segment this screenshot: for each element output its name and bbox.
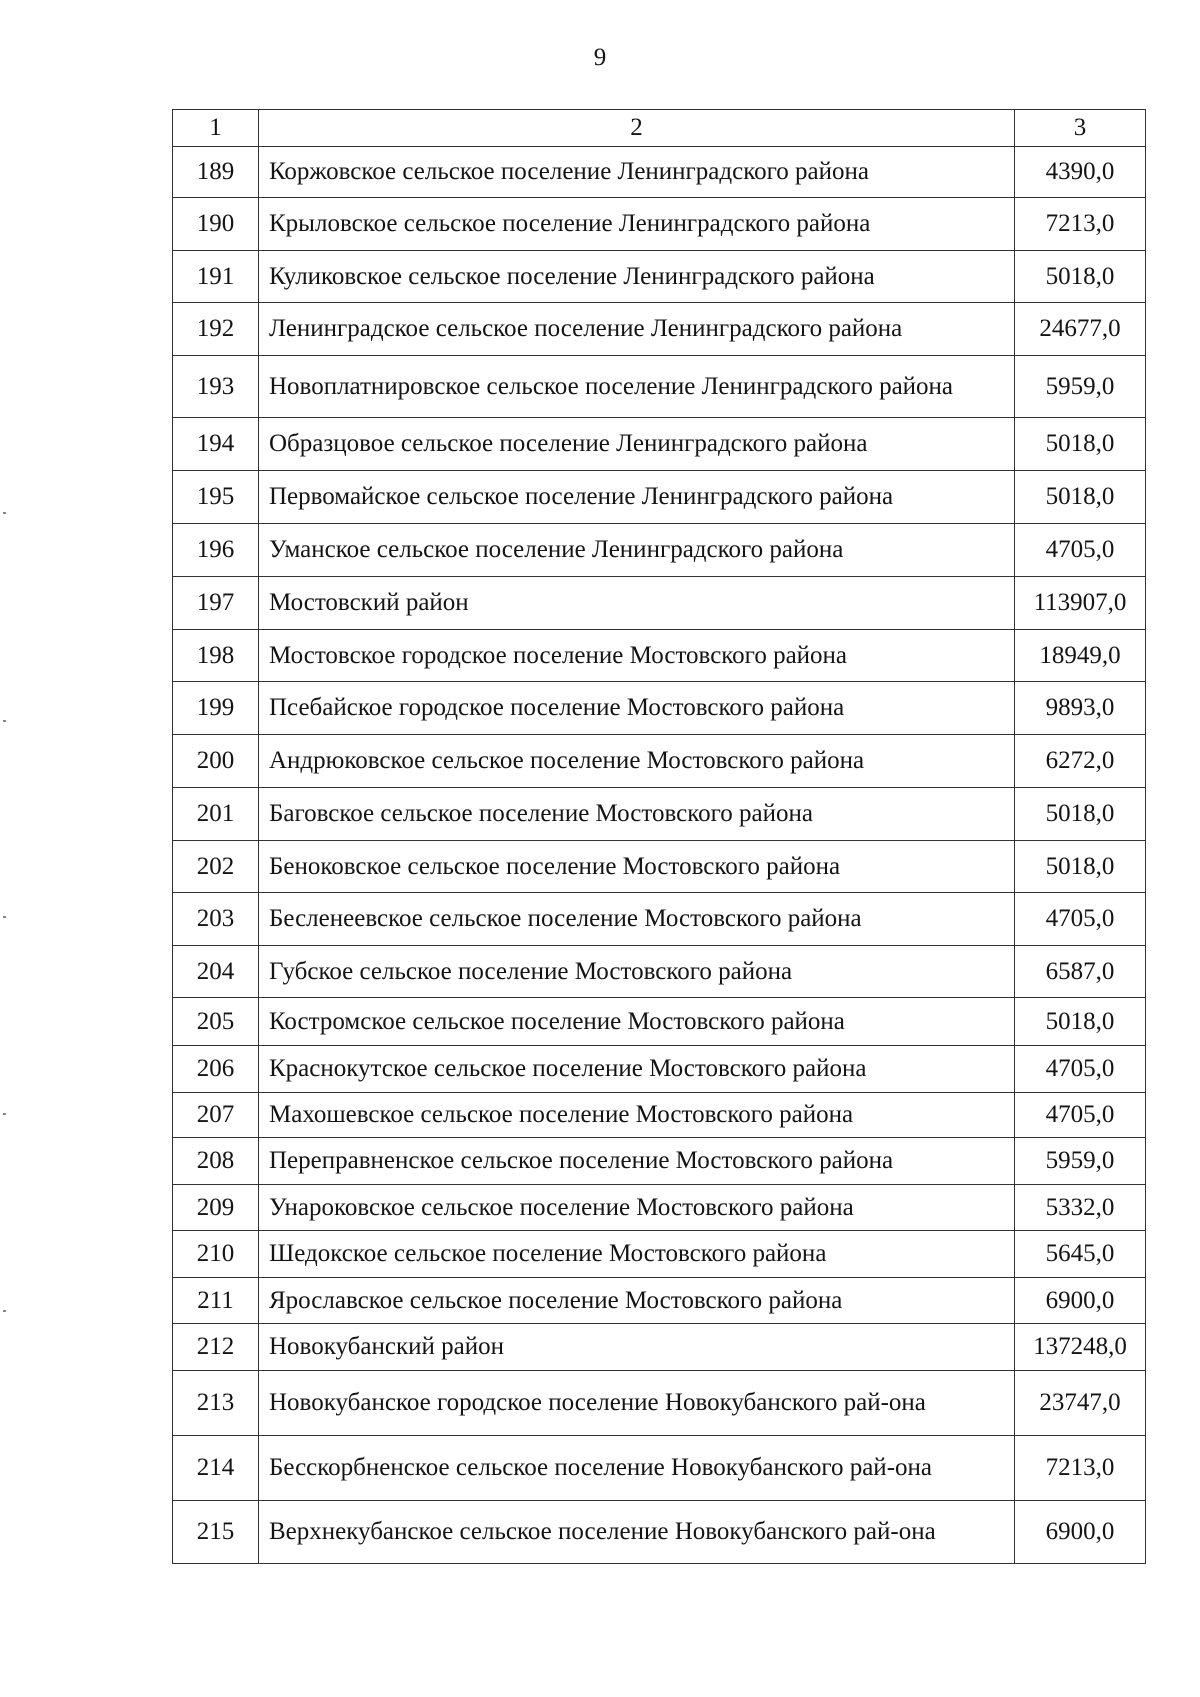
row-number: 205 [173, 998, 259, 1046]
table-row [173, 1278, 1146, 1324]
page-number: 9 [593, 44, 607, 71]
row-value: 7213,0 [1015, 198, 1146, 251]
row-name: Ярославское сельское поселение Мостовского района [259, 1278, 1015, 1324]
row-name: Андрюковское сельское поселение Мостовского района [259, 735, 1015, 788]
row-name: Краснокутское сельское поселение Мостовского района [259, 1046, 1015, 1093]
row-value: 4705,0 [1015, 524, 1146, 577]
margin-scan-mark [3, 720, 6, 722]
table-row [173, 356, 1146, 418]
table-row [173, 630, 1146, 682]
row-value: 5332,0 [1015, 1185, 1146, 1231]
row-number: 192 [173, 303, 259, 356]
table-row [173, 198, 1146, 251]
row-name: Псебайское городское поселение Мостовского района [259, 682, 1015, 735]
row-name: Первомайское сельское поселение Ленинградского района [259, 471, 1015, 524]
table-row [173, 577, 1146, 630]
row-number: 193 [173, 356, 259, 418]
row-number: 197 [173, 577, 259, 630]
table-row [173, 418, 1146, 471]
table-row [173, 893, 1146, 946]
row-name: Бесскорбненское сельское поселение Новокубанского рай-она [259, 1436, 1015, 1501]
row-name: Бесленеевское сельское поселение Мостовского района [259, 893, 1015, 946]
row-name: Коржовское сельское поселение Ленинградского района [259, 147, 1015, 198]
margin-scan-mark [3, 916, 6, 918]
row-value: 6900,0 [1015, 1278, 1146, 1324]
row-name: Шедокское сельское поселение Мостовского района [259, 1231, 1015, 1278]
table-row [173, 946, 1146, 998]
table-row [173, 251, 1146, 303]
row-name: Образцовое сельское поселение Ленинградского района [259, 418, 1015, 471]
row-value: 7213,0 [1015, 1436, 1146, 1501]
row-value: 6272,0 [1015, 735, 1146, 788]
table-row [173, 1185, 1146, 1231]
row-name: Мостовское городское поселение Мостовского района [259, 630, 1015, 682]
table-row [173, 1093, 1146, 1138]
column-header-number: 1 [173, 110, 259, 147]
row-value: 5018,0 [1015, 418, 1146, 471]
row-number: 201 [173, 788, 259, 841]
row-number: 194 [173, 418, 259, 471]
margin-scan-mark [3, 1113, 6, 1115]
table-row [173, 788, 1146, 841]
row-name: Костромское сельское поселение Мостовского района [259, 998, 1015, 1046]
row-number: 196 [173, 524, 259, 577]
row-number: 211 [173, 1278, 259, 1324]
row-name: Новокубанское городское поселение Новокубанского рай-она [259, 1371, 1015, 1436]
row-number: 208 [173, 1138, 259, 1185]
row-number: 195 [173, 471, 259, 524]
row-value: 113907,0 [1015, 577, 1146, 630]
row-number: 207 [173, 1093, 259, 1138]
row-number: 214 [173, 1436, 259, 1501]
table-row [173, 1324, 1146, 1371]
allocation-table [172, 109, 1146, 1564]
table-row [173, 147, 1146, 198]
table-row [173, 1436, 1146, 1501]
table-body [173, 110, 1146, 1564]
row-name: Губское сельское поселение Мостовского района [259, 946, 1015, 998]
row-value: 5018,0 [1015, 471, 1146, 524]
row-value: 5018,0 [1015, 251, 1146, 303]
row-number: 191 [173, 251, 259, 303]
row-name: Мостовский район [259, 577, 1015, 630]
row-name: Новокубанский район [259, 1324, 1015, 1371]
row-number: 213 [173, 1371, 259, 1436]
row-value: 4390,0 [1015, 147, 1146, 198]
row-value: 5018,0 [1015, 841, 1146, 893]
row-value: 5018,0 [1015, 998, 1146, 1046]
row-number: 202 [173, 841, 259, 893]
table-header-row [173, 110, 1146, 147]
row-number: 215 [173, 1501, 259, 1564]
row-number: 210 [173, 1231, 259, 1278]
row-value: 23747,0 [1015, 1371, 1146, 1436]
row-name: Уманское сельское поселение Ленинградского района [259, 524, 1015, 577]
row-number: 209 [173, 1185, 259, 1231]
table-row [173, 998, 1146, 1046]
row-name: Крыловское сельское поселение Ленинградского района [259, 198, 1015, 251]
table-row [173, 735, 1146, 788]
row-number: 212 [173, 1324, 259, 1371]
row-number: 190 [173, 198, 259, 251]
row-value: 5959,0 [1015, 356, 1146, 418]
row-name: Новоплатнировское сельское поселение Ленинградского района [259, 356, 1015, 418]
row-name: Баговское сельское поселение Мостовского района [259, 788, 1015, 841]
margin-scan-mark [3, 1310, 6, 1312]
row-value: 137248,0 [1015, 1324, 1146, 1371]
row-name: Ленинградское сельское поселение Ленинградского района [259, 303, 1015, 356]
margin-scan-mark [3, 512, 6, 514]
row-name: Унароковское сельское поселение Мостовского района [259, 1185, 1015, 1231]
row-value: 5018,0 [1015, 788, 1146, 841]
row-number: 198 [173, 630, 259, 682]
row-name: Верхнекубанское сельское поселение Новокубанского рай-она [259, 1501, 1015, 1564]
row-name: Беноковское сельское поселение Мостовского района [259, 841, 1015, 893]
row-value: 24677,0 [1015, 303, 1146, 356]
row-value: 4705,0 [1015, 1046, 1146, 1093]
row-value: 9893,0 [1015, 682, 1146, 735]
row-name: Переправненское сельское поселение Мостовского района [259, 1138, 1015, 1185]
row-value: 6587,0 [1015, 946, 1146, 998]
row-number: 200 [173, 735, 259, 788]
column-header-value: 3 [1015, 110, 1146, 147]
row-value: 4705,0 [1015, 1093, 1146, 1138]
column-header-name: 2 [259, 110, 1015, 147]
row-number: 204 [173, 946, 259, 998]
row-value: 5645,0 [1015, 1231, 1146, 1278]
row-value: 6900,0 [1015, 1501, 1146, 1564]
table-row [173, 1371, 1146, 1436]
row-number: 203 [173, 893, 259, 946]
table-row [173, 682, 1146, 735]
row-number: 206 [173, 1046, 259, 1093]
row-value: 18949,0 [1015, 630, 1146, 682]
table-row [173, 303, 1146, 356]
table-row [173, 1501, 1146, 1564]
table-row [173, 471, 1146, 524]
row-value: 4705,0 [1015, 893, 1146, 946]
row-number: 189 [173, 147, 259, 198]
row-value: 5959,0 [1015, 1138, 1146, 1185]
row-name: Куликовское сельское поселение Ленинградского района [259, 251, 1015, 303]
row-number: 199 [173, 682, 259, 735]
table-row [173, 1138, 1146, 1185]
table-row [173, 1046, 1146, 1093]
table-row [173, 1231, 1146, 1278]
table-row [173, 841, 1146, 893]
row-name: Махошевское сельское поселение Мостовского района [259, 1093, 1015, 1138]
table-row [173, 524, 1146, 577]
